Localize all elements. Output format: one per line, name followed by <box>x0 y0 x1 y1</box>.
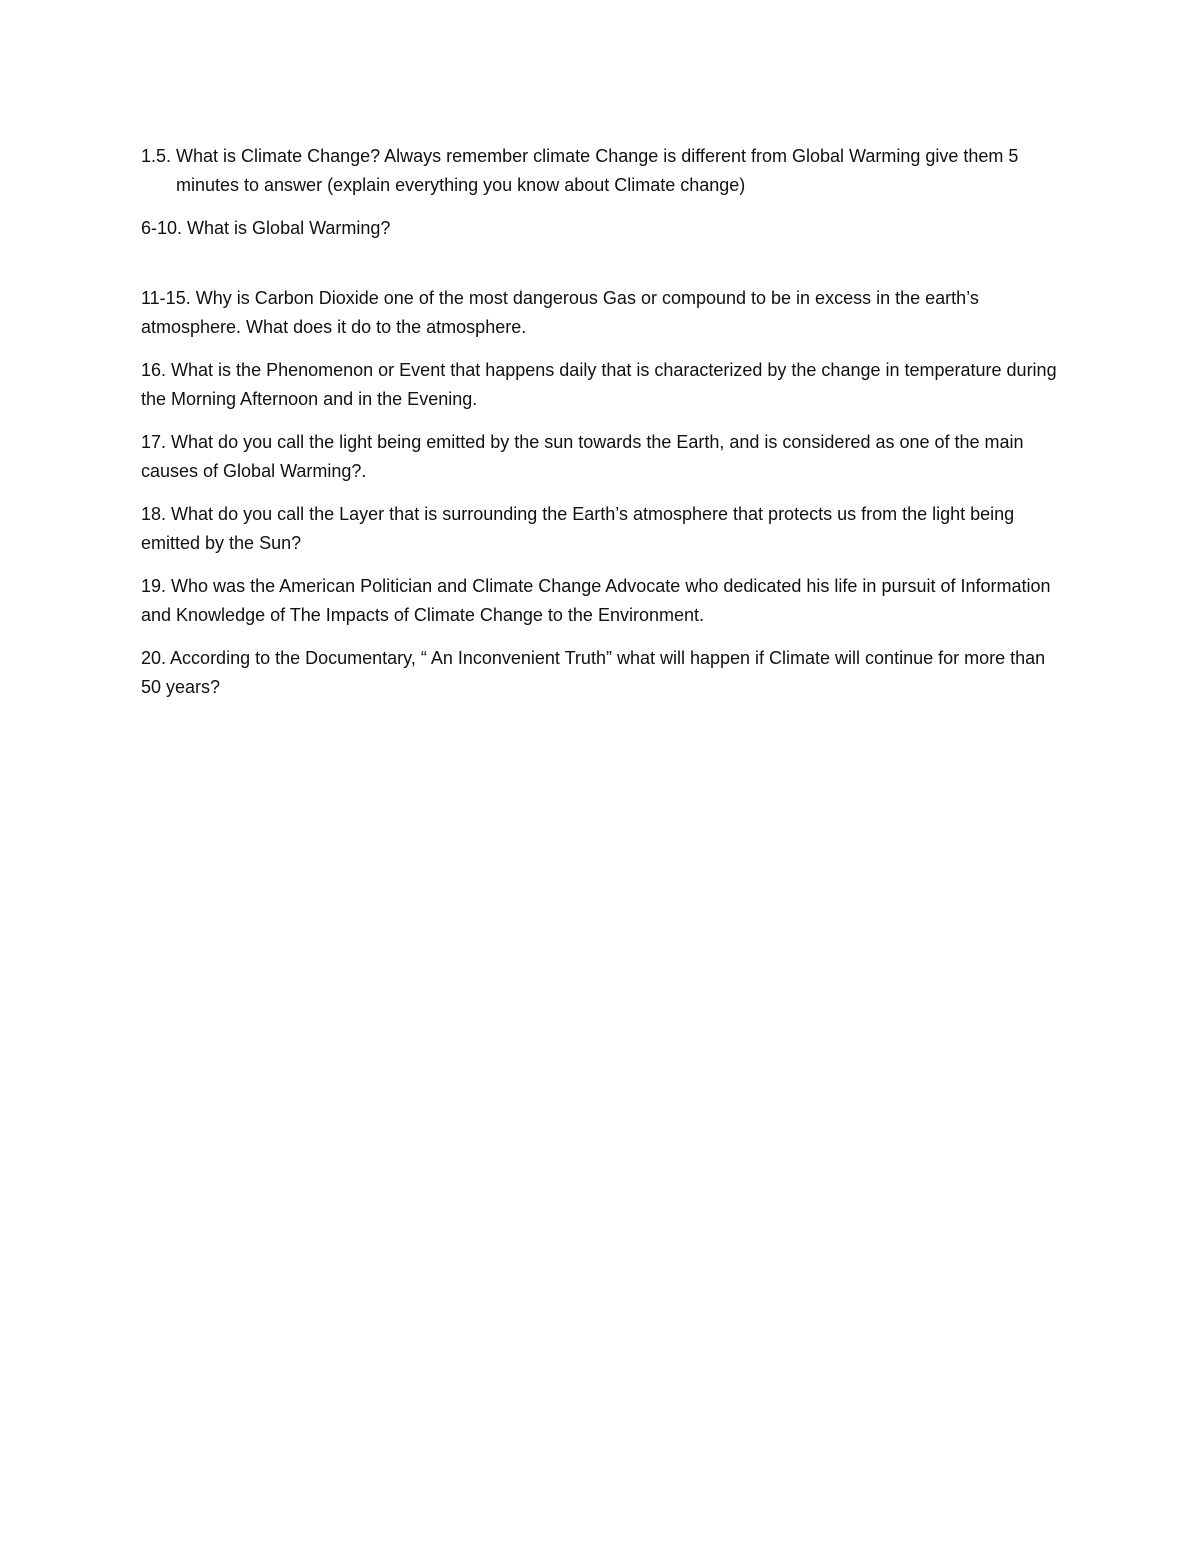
question-number: 16. <box>141 360 167 380</box>
question-17 <box>141 428 1066 486</box>
question-number: 20. <box>141 648 167 668</box>
question-number: 17. <box>141 432 167 452</box>
question-6-10 <box>141 214 1066 243</box>
question-text: Why is Carbon Dioxide one of the most dangerous Gas or compound to be in excess in the earth’s atmosphere. What does it do to the atmosphere. <box>141 288 979 337</box>
question-11-15 <box>141 284 1066 342</box>
question-list <box>141 142 1066 702</box>
question-number: 18. <box>141 504 167 524</box>
question-text: What is the Phenomenon or Event that happens daily that is characterized by the change in temperature during the Morning Afternoon and in the Evening. <box>141 360 1057 409</box>
question-text: What is Climate Change? Always remember climate Change is different from Global Warming give them 5 minutes to answer (explain everything you know about Climate change) <box>176 146 1019 195</box>
question-18 <box>141 500 1066 558</box>
question-number: 11-15. <box>141 288 191 308</box>
question-text: Who was the American Politician and Climate Change Advocate who dedicated his life in pursuit of Information and Knowledge of The Impacts of Climate Change to the Environment. <box>141 576 1051 625</box>
question-number: 1.5. <box>141 146 172 166</box>
question-text: According to the Documentary, “ An Inconvenient Truth” what will happen if Climate will continue for more than 50 years? <box>141 648 1046 697</box>
question-1-5 <box>141 142 1066 200</box>
question-text: What is Global Warming? <box>187 218 391 238</box>
question-number: 6-10. <box>141 218 183 238</box>
question-text: What do you call the Layer that is surrounding the Earth’s atmosphere that protects us from the light being emitted by the Sun? <box>141 504 1015 553</box>
question-16 <box>141 356 1066 414</box>
question-number: 19. <box>141 576 167 596</box>
question-19 <box>141 572 1066 630</box>
question-20 <box>141 644 1066 702</box>
question-text: What do you call the light being emitted by the sun towards the Earth, and is considered as one of the main causes of Global Warming?. <box>141 432 1024 481</box>
